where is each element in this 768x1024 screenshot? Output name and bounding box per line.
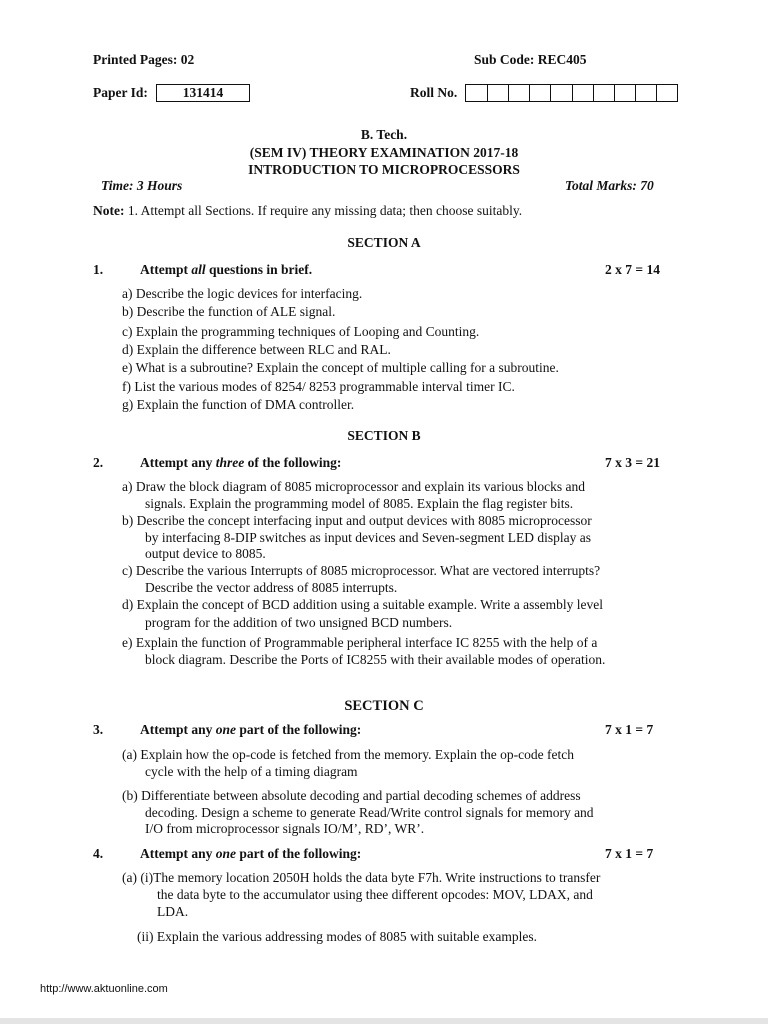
q4-number: 4.: [93, 846, 104, 861]
q3-line: decoding. Design a scheme to generate Read/Write control signals for memory and: [145, 805, 594, 820]
q2-number: 2.: [93, 455, 104, 470]
roll-no-cell-divider: [614, 85, 615, 101]
q1-instruction: Attempt all questions in brief.: [140, 262, 313, 277]
time-allowed: Time: 3 Hours: [101, 178, 183, 193]
paper-id-box: [156, 84, 250, 102]
q2-line: output device to 8085.: [145, 546, 266, 561]
q2-line: a) Draw the block diagram of 8085 microprocessor and explain its various blocks and: [122, 479, 585, 494]
q4-line: (ii) Explain the various addressing modes of 8085 with suitable examples.: [137, 929, 538, 944]
q2-line: block diagram. Describe the Ports of IC8255 with their available modes of operation.: [145, 652, 606, 667]
roll-no-field[interactable]: [465, 84, 678, 102]
q3-marks: 7 x 1 = 7: [605, 722, 654, 737]
footer-url[interactable]: http://www.aktuonline.com: [40, 983, 168, 995]
roll-no-cell-divider: [593, 85, 594, 101]
note-text: 1. Attempt all Sections. If require any missing data; then choose suitably.: [127, 203, 523, 218]
q2-line: program for the addition of two unsigned BCD numbers.: [145, 615, 453, 630]
q1-item-e: e) What is a subroutine? Explain the concept of multiple calling for a subroutine.: [122, 360, 559, 375]
q4-line: the data byte to the accumulator using thee different opcodes: MOV, LDAX, and: [157, 887, 593, 902]
printed-pages: Printed Pages: 02: [93, 52, 195, 67]
q4-instruction: Attempt any one part of the following:: [140, 846, 362, 861]
q4-marks: 7 x 1 = 7: [605, 846, 654, 861]
page-bottom-edge: [0, 1018, 768, 1024]
section-b-heading: SECTION B: [347, 428, 421, 443]
q2-line: c) Describe the various Interrupts of 8085 microprocessor. What are vectored interrupts?: [122, 563, 601, 578]
subject-title: INTRODUCTION TO MICROPROCESSORS: [248, 162, 520, 177]
roll-no-cell-divider: [550, 85, 551, 101]
degree-title: B. Tech.: [360, 127, 408, 142]
q4-line: (a) (i)The memory location 2050H holds the data byte F7h. Write instructions to transfer: [122, 870, 601, 885]
roll-no-cell-divider: [508, 85, 509, 101]
q2-line: signals. Explain the programming model of 8085. Explain the flag register bits.: [145, 496, 574, 511]
q1-item-a: a) Describe the logic devices for interfacing.: [122, 286, 363, 301]
exam-title: (SEM IV) THEORY EXAMINATION 2017-18: [249, 145, 519, 160]
q4-line: LDA.: [157, 904, 189, 919]
roll-no-cell-divider: [656, 85, 657, 101]
q1-number: 1.: [93, 262, 104, 277]
q3-instruction: Attempt any one part of the following:: [140, 722, 362, 737]
q1-item-d: d) Explain the difference between RLC and RAL.: [122, 342, 391, 357]
note-label: Note:: [93, 203, 125, 218]
note: [93, 203, 522, 219]
roll-no-cell-divider: [635, 85, 636, 101]
paper-id-value: 131414: [182, 85, 224, 100]
roll-no-label: Roll No.: [410, 85, 458, 100]
q2-line: b) Describe the concept interfacing input and output devices with 8085 microprocessor: [122, 513, 592, 528]
q1-item-g: g) Explain the function of DMA controller.: [122, 397, 355, 412]
roll-no-cell-divider: [529, 85, 530, 101]
roll-no-cell-divider: [487, 85, 488, 101]
q2-marks: 7 x 3 = 21: [605, 455, 660, 470]
q2-instruction: Attempt any three of the following:: [140, 455, 342, 470]
q1-item-c: c) Explain the programming techniques of Looping and Counting.: [122, 324, 480, 339]
section-a-heading: SECTION A: [347, 235, 421, 250]
q2-line: Describe the vector address of 8085 interrupts.: [145, 580, 398, 595]
q3-line: (a) Explain how the op-code is fetched from the memory. Explain the op-code fetch: [122, 747, 574, 762]
q1-item-b: b) Describe the function of ALE signal.: [122, 304, 336, 319]
q1-marks: 2 x 7 = 14: [605, 262, 660, 277]
total-marks: Total Marks: 70: [565, 178, 654, 193]
q1-item-f: f) List the various modes of 8254/ 8253 programmable interval timer IC.: [122, 379, 515, 394]
roll-no-cell-divider: [572, 85, 573, 101]
sub-code: Sub Code: REC405: [474, 52, 587, 67]
q2-line: d) Explain the concept of BCD addition using a suitable example. Write a assembly level: [122, 597, 603, 612]
paper-id-label: Paper Id:: [93, 85, 148, 100]
q3-line: I/O from microprocessor signals IO/M’, RD’, WR’.: [145, 821, 425, 836]
q3-line: cycle with the help of a timing diagram: [145, 764, 358, 779]
q2-line: e) Explain the function of Programmable peripheral interface IC 8255 with the help of a: [122, 635, 598, 650]
section-c-heading: SECTION C: [344, 698, 424, 714]
q2-line: by interfacing 8-DIP switches as input devices and Seven-segment LED display as: [145, 530, 592, 545]
q3-number: 3.: [93, 722, 104, 737]
q3-line: (b) Differentiate between absolute decoding and partial decoding schemes of address: [122, 788, 581, 803]
